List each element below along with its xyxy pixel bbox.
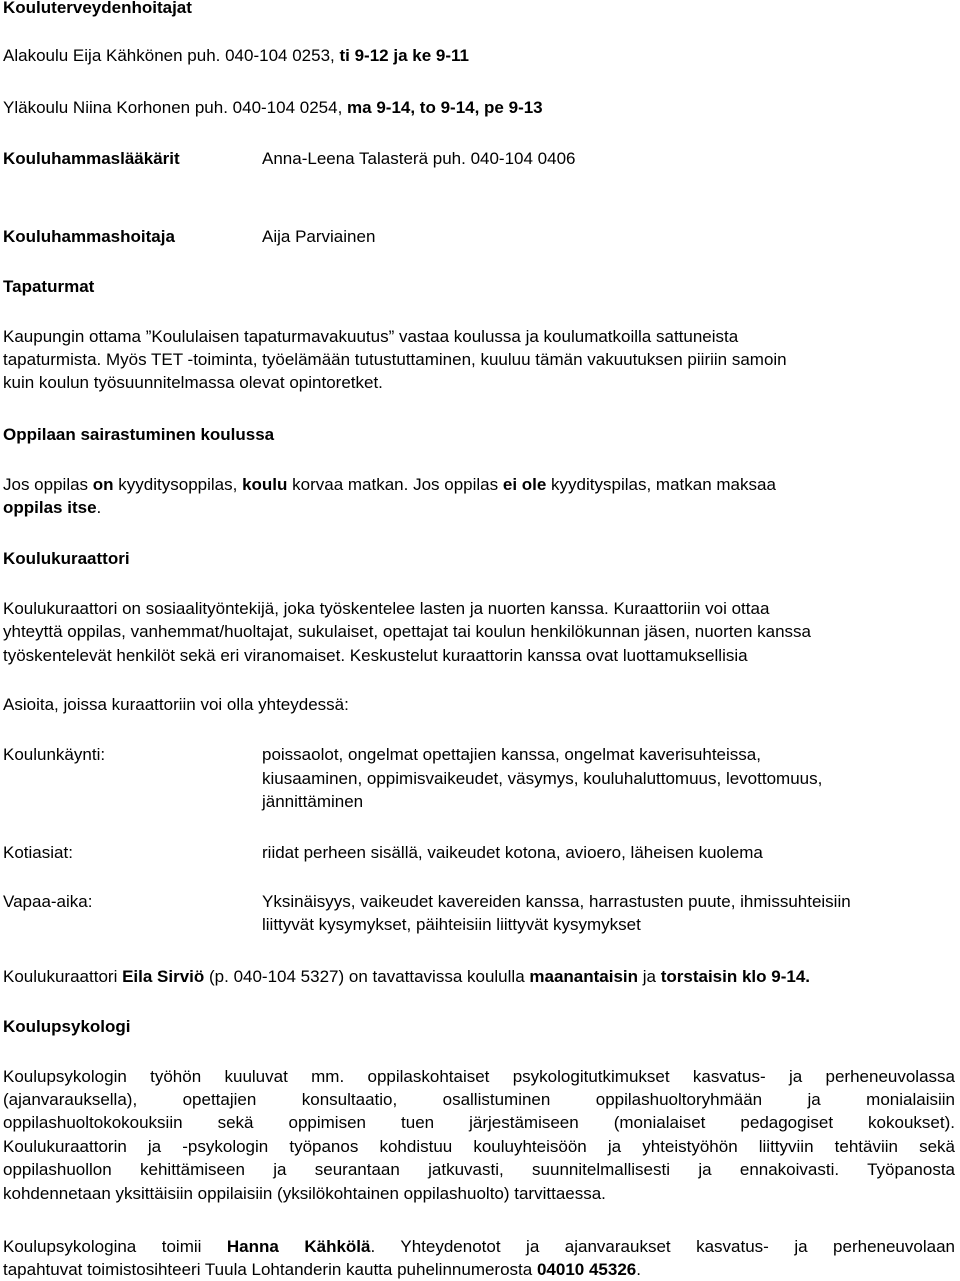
curator-contact [3,966,810,988]
curator-contact-day: maanantaisin [529,967,639,986]
psychologist-contact-text: Koulupsykologina toimii [3,1237,227,1256]
psychologist-line: Koulupsykologin työhön kuuluvat mm. oppilaskohtaiset psykologitutkimukset kasvatus- ja perheneuvolassa [3,1067,955,1086]
curator-contact-text: (p. 040-104 5327) on tavattavissa koululla [204,967,530,986]
dental-nurse-value: Aija Parviainen [262,227,376,246]
dentists-value: Anna-Leena Talasterä puh. 040-104 0406 [262,149,576,168]
psychologist-contact-2 [3,1259,641,1281]
curator-contact-text: Koulukuraattori [3,967,123,986]
illness-text: kyyditysoppilas, [113,475,243,494]
curator-contact-day: torstaisin klo 9-14. [660,967,810,986]
nurse-alakoulu-times: ti 9-12 ja ke 9-11 [339,46,469,65]
topic-line: kiusaaminen, oppimisvaikeudet, väsymys, kouluhaluttomuus, levottomuus, [262,769,823,788]
accidents-heading: Tapaturmat [3,277,95,296]
accidents-line: kuin koulun työsuunnitelmassa olevat opintoretket. [3,373,383,392]
accidents-line: tapaturmista. Myös TET -toiminta, työelämään tutustuttaminen, kuuluu tämän vakuutuksen piiriin samoin [3,350,787,369]
topic-line: Yksinäisyys, vaikeudet kavereiden kanssa, harrastusten puute, ihmissuhteisiin [262,892,851,911]
psychologist-contact-1 [3,1236,955,1258]
topic-label: Kotiasiat: [3,843,73,862]
curator-contact-text: ja [638,967,661,986]
curator-topics-intro: Asioita, joissa kuraattoriin voi olla yhteydessä: [3,695,349,714]
psychologist-contact-text: tapahtuvat toimistosihteeri Tuula Lohtanderin kautta puhelinnumerosta [3,1260,537,1279]
illness-text: kyydityspilas, matkan maksaa [546,475,776,494]
dentists-label: Kouluhammaslääkärit [3,149,180,168]
illness-line-1 [3,474,776,496]
illness-text: korvaa matkan. Jos oppilas [287,475,503,494]
illness-emph: koulu [242,475,288,494]
nurses-heading: Kouluterveydenhoitajat [3,0,192,17]
psychologist-contact-text: . [636,1260,641,1279]
illness-heading: Oppilaan sairastuminen koulussa [3,425,275,444]
psychologist-line: oppilashuollon kehittämiseen ja seurantaan jatkuvasti, suunnitelmallisesti ja ennakoivasti. Työpanosta [3,1160,955,1179]
illness-text: Jos oppilas [3,475,93,494]
topic-label: Koulunkäynti: [3,745,106,764]
topic-line: poissaolot, ongelmat opettajien kanssa, ongelmat kaverisuhteissa, [262,745,761,764]
nurse-ylakoulu-text: Yläkoulu Niina Korhonen puh. 040-104 0254, [3,98,348,117]
accidents-line: Kaupungin ottama ”Koululaisen tapaturmavakuutus” vastaa koulussa ja koulumatkoilla sattuneista [3,327,739,346]
psychologist-contact-text: . Yhteydenotot ja ajanvaraukset kasvatus- ja perheneuvolaan [370,1237,955,1256]
dental-nurse-label: Kouluhammashoitaja [3,227,175,246]
psychologist-name: Hanna Kähkölä [226,1237,371,1256]
topic-line: jännittäminen [262,792,364,811]
curator-line: Koulukuraattori on sosiaalityöntekijä, joka työskentelee lasten ja nuorten kanssa. Kuraattoriin voi ottaa [3,599,770,618]
psychologist-phone: 04010 45326 [536,1260,637,1279]
curator-contact-name: Eila Sirviö [122,967,205,986]
psychologist-line: kohdennetaan yksittäisiin oppilaisiin (yksilökohtainen oppilashuolto) tarvittaessa. [3,1184,606,1203]
psychologist-heading: Koulupsykologi [3,1017,131,1036]
nurse-alakoulu [3,45,469,67]
topic-line: liittyvät kysymykset, päihteisiin liittyvät kysymykset [262,915,641,934]
curator-line: työskentelevät henkilöt sekä eri viranomaiset. Keskustelut kuraattorin kanssa ovat luottamuksellisia [3,646,748,665]
curator-line: yhteyttä oppilas, vanhemmat/huoltajat, sukulaiset, opettajat tai koulun henkilökunnan jäsen, nuorten kanssa [3,622,812,641]
illness-emph: ei ole [502,475,547,494]
nurse-alakoulu-text: Alakoulu Eija Kähkönen puh. 040-104 0253, [3,46,340,65]
illness-line-2 [3,497,101,519]
illness-emph: oppilas itse [3,498,97,517]
nurse-ylakoulu [3,97,543,119]
illness-emph: on [92,475,114,494]
nurse-ylakoulu-times: ma 9-14, to 9-14, pe 9-13 [347,98,543,117]
psychologist-line: Koulukuraattorin ja -psykologin työpanos kohdistuu kouluyhteisöön ja yhteistyöhön liittyviin tehtäviin sekä [3,1137,955,1156]
psychologist-line: oppilashuoltokokouksiin sekä oppimisen tuen järjestämiseen (monialaiset pedagogiset kokoukset). [3,1113,955,1132]
curator-heading: Koulukuraattori [3,549,130,568]
psychologist-line: (ajanvarauksella), opettajien konsultaatio, osallistuminen oppilashuoltoryhmään ja monialaisiin [3,1090,955,1109]
topic-label: Vapaa-aika: [3,892,93,911]
topic-line: riidat perheen sisällä, vaikeudet kotona, avioero, läheisen kuolema [262,843,763,862]
illness-text: . [96,498,102,517]
